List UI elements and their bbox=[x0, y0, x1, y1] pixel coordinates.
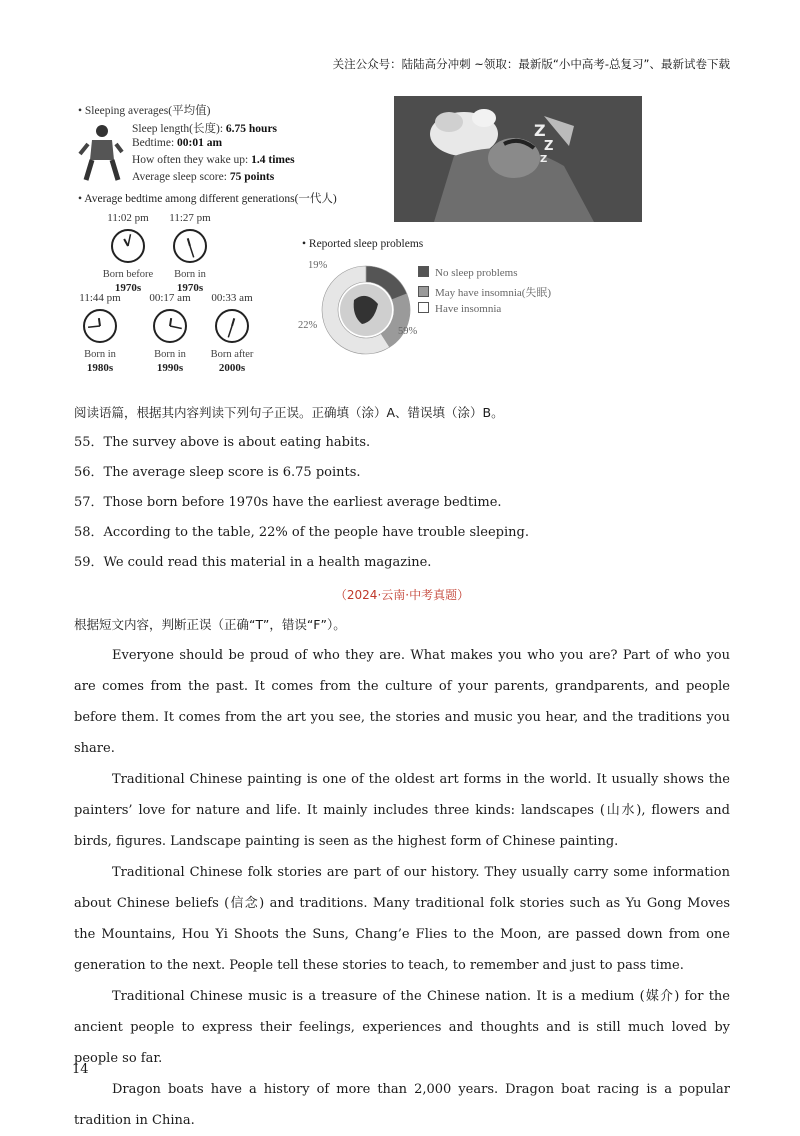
clock-label: Born in bbox=[174, 269, 206, 280]
sleep-problems-donut bbox=[316, 260, 416, 360]
clock-time: 00:33 am bbox=[211, 292, 253, 304]
svg-text:Z: Z bbox=[534, 121, 546, 140]
section1-instruction: 阅读语篇，根据其内容判读下列句子正误。正确填（涂）A、错误填（涂）B。 bbox=[74, 405, 504, 420]
clock-icon bbox=[110, 228, 146, 264]
sleeper-figure-icon bbox=[78, 122, 124, 182]
clock-time: 11:44 pm bbox=[79, 292, 121, 304]
bedtime: Bedtime: 00:01 am bbox=[132, 137, 223, 149]
sleep-length: Sleep length(长度): 6.75 hours bbox=[132, 123, 278, 135]
clock-icon bbox=[172, 228, 208, 264]
legend-no-problems: No sleep problems bbox=[418, 266, 517, 279]
clock-time: 11:27 pm bbox=[169, 212, 211, 224]
clock-decade: 1980s bbox=[86, 362, 114, 374]
exam-source: （2024·云南·中考真题） bbox=[334, 588, 470, 602]
page-number: 14 bbox=[72, 1062, 89, 1077]
question-59: 59．We could read this material in a health magazine. bbox=[74, 555, 432, 570]
pct-19-label: 19% bbox=[308, 260, 328, 271]
passage-paragraph: Dragon boats have a history of more than 2,000 years. Dragon boat racing is a popular tradition in China. bbox=[74, 1082, 730, 1128]
clock-label: Born before bbox=[102, 269, 154, 280]
page-header: 关注公众号：陆陆高分冲刺 ~领取：最新版“小中高考-总复习”、最新试卷下载 bbox=[332, 57, 730, 71]
sleeping-person-photo bbox=[394, 96, 642, 222]
legend-have-insomnia: Have insomnia bbox=[418, 302, 501, 315]
main-content bbox=[74, 398, 730, 1136]
pct-22-label: 22% bbox=[298, 320, 318, 331]
question-55: 55．The survey above is about eating habits. bbox=[74, 435, 371, 450]
sleep-infographic bbox=[70, 96, 730, 386]
clock-decade: 1970s bbox=[114, 282, 142, 294]
passage-paragraph: Traditional Chinese music is a treasure of the Chinese nation. It is a medium (媒介) for the ancient people to express their feelings, experiences and thoughts and is still much loved by people so far. bbox=[74, 989, 730, 1066]
clock-time: 11:02 pm bbox=[107, 212, 149, 224]
clock-icon bbox=[82, 308, 118, 344]
clock-icon bbox=[152, 308, 188, 344]
section2-instruction: 根据短文内容，判断正误（正确“T”，错误“F”）。 bbox=[74, 617, 346, 632]
wake-count: How often they wake up: 1.4 times bbox=[132, 154, 295, 166]
question-57: 57．Those born before 1970s have the earliest average bedtime. bbox=[74, 495, 502, 510]
question-56: 56．The average sleep score is 6.75 points. bbox=[74, 465, 361, 480]
clock-decade: 1990s bbox=[156, 362, 184, 374]
clock-label: Born in bbox=[84, 349, 116, 360]
clock-icon bbox=[214, 308, 250, 344]
clock-decade: 2000s bbox=[218, 362, 246, 374]
passage-paragraph: Traditional Chinese folk stories are part of our history. They usually carry some information about Chinese beliefs (信念) and traditions. Many traditional folk stories such as Yu Gong Moves the Mountains, Hou Yi Shoots the Suns, Chang’e Flies to the Moon, are passed down from one generation to the next. People tell these stories to teach, to remember and just to pass time. bbox=[74, 865, 730, 973]
svg-text:Z: Z bbox=[540, 154, 548, 165]
legend-may-have-insomnia: May have insomnia(失眠) bbox=[418, 284, 551, 300]
clock-label: Born in bbox=[154, 349, 186, 360]
clock-time: 00:17 am bbox=[149, 292, 191, 304]
problems-title: • Reported sleep problems bbox=[302, 238, 424, 250]
passage-paragraph: Traditional Chinese painting is one of the oldest art forms in the world. It usually shows the painters’ love for nature and life. It mainly includes three kinds: landscapes (山水), flowers and birds, figures. Landscape painting is seen as the highest form of Chinese painting. bbox=[74, 772, 730, 849]
question-58: 58．According to the table, 22% of the people have trouble sleeping. bbox=[74, 525, 529, 540]
sleeping-averages-title: • Sleeping averages(平均值) bbox=[78, 105, 211, 117]
passage-paragraph: Everyone should be proud of who they are. What makes you who you are? Part of who you are comes from the past. It comes from the culture of your parents, grandparents, and people before them. It comes from the art you see, the stories and music you hear, and the traditions you share. bbox=[74, 648, 730, 756]
clock-label: Born after bbox=[210, 349, 254, 360]
sleep-score: Average sleep score: 75 points bbox=[132, 171, 275, 183]
generations-title: • Average bedtime among different generations(一代人) bbox=[78, 193, 337, 205]
pct-59-label: 59% bbox=[398, 326, 418, 337]
svg-text:Z: Z bbox=[544, 139, 554, 154]
clock-decade: 1970s bbox=[176, 282, 204, 294]
